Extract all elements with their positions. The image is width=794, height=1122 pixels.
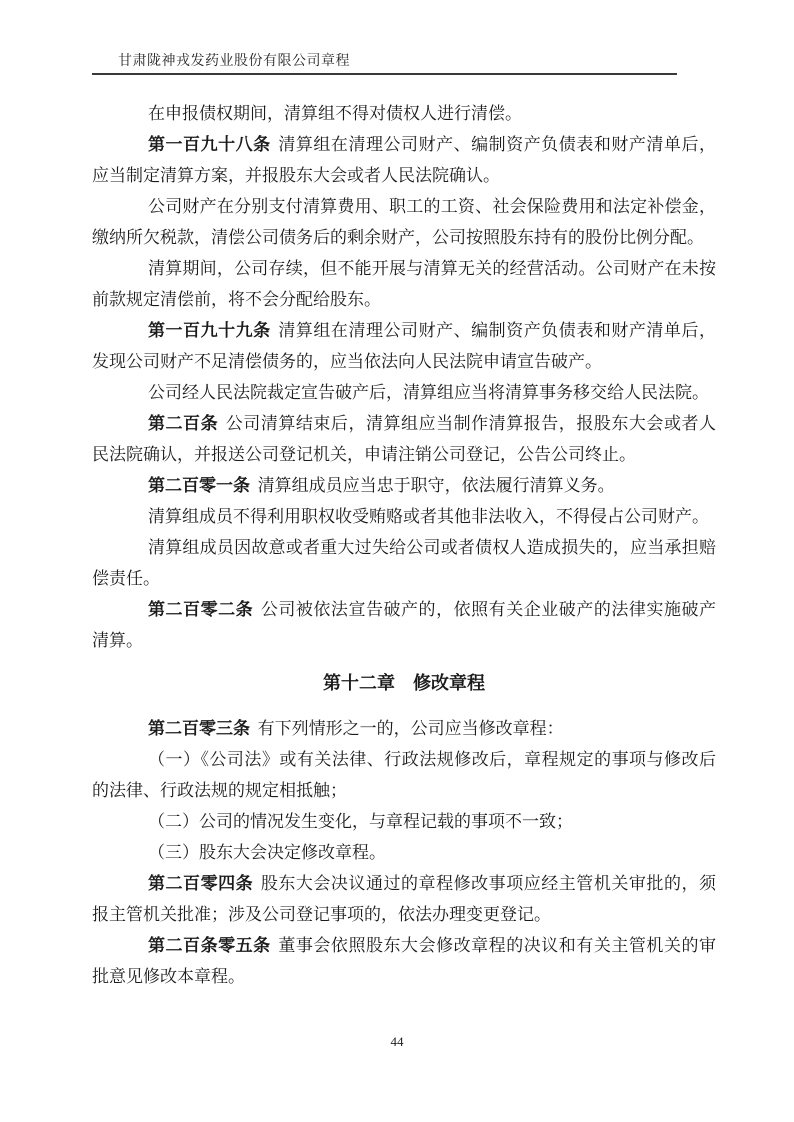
header-rule [92, 73, 677, 75]
paragraph [92, 744, 716, 806]
page-number: 44 [390, 1034, 404, 1049]
paragraph [92, 837, 716, 868]
article-number: 第二百条零五条 [148, 936, 271, 955]
paragraph-text: 股东大会决议通过的章程修改事项应经主管机关审批的，须报主管机关批准；涉及公司登记事项的，依法办理变更登记。 [92, 874, 717, 924]
paragraph-text: 公司经人民法院裁定宣告破产后，清算组应当将清算事务移交给人民法院。 [148, 383, 709, 402]
paragraph [92, 408, 716, 470]
paragraph-text: 在申报债权期间，清算组不得对债权人进行清偿。 [148, 104, 522, 123]
paragraph [92, 315, 716, 377]
article-number: 第二百零二条 [148, 600, 254, 619]
header-title: 甘肃陇神戎发药业股份有限公司章程 [118, 54, 350, 69]
paragraph-text: 董事会依照股东大会修改章程的决议和有关主管机关的审批意见修改本章程。 [92, 936, 717, 986]
paragraph [92, 806, 716, 837]
paragraph-text: 清算组在清理公司财产、编制资产负债表和财产清单后，发现公司财产不足清偿债务的，应当依法向人民法院申请宣告破产。 [92, 321, 717, 371]
paragraph-text: 公司清算结束后，清算组应当制作清算报告，报股东大会或者人民法院确认，并报送公司登记机关，申请注销公司登记，公告公司终止。 [92, 414, 717, 464]
paragraph-text: （三）股东大会决定修改章程。 [148, 843, 386, 862]
paragraph [92, 253, 716, 315]
paragraph [92, 594, 716, 656]
document-body [92, 98, 716, 992]
paragraph [92, 191, 716, 253]
paragraph-text: 清算组在清理公司财产、编制资产负债表和财产清单后，应当制定清算方案，并报股东大会或者人民法院确认。 [92, 135, 717, 185]
paragraph-text: 公司财产在分别支付清算费用、职工的工资、社会保险费用和法定补偿金，缴纳所欠税款，清偿公司债务后的剩余财产，公司按照股东持有的股份比例分配。 [92, 197, 716, 247]
paragraph [92, 930, 716, 992]
paragraph [92, 129, 716, 191]
paragraph [92, 377, 716, 408]
paragraph-text: 清算组成员不得利用职权收受贿赂或者其他非法收入，不得侵占公司财产。 [148, 507, 709, 526]
article-number: 第一百九十九条 [148, 321, 271, 340]
article-number: 第二百零三条 [148, 719, 250, 738]
paragraph [92, 98, 716, 129]
paragraph-text: 清算期间，公司存续，但不能开展与清算无关的经营活动。公司财产在未按前款规定清偿前，将不会分配给股东。 [92, 259, 716, 309]
chapter-heading [92, 668, 716, 699]
paragraph-text: 清算组成员因故意或者重大过失给公司或者债权人造成损失的，应当承担赔偿责任。 [92, 538, 716, 588]
paragraph-text: （一）《公司法》或有关法律、行政法规修改后，章程规定的事项与修改后的法律、行政法规的规定相抵触； [92, 750, 716, 800]
article-number: 第二百条 [148, 414, 219, 433]
article-number: 第二百零四条 [148, 874, 254, 893]
paragraph [92, 532, 716, 594]
article-number: 第一百九十八条 [148, 135, 271, 154]
paragraph-text: 有下列情形之一的，公司应当修改章程： [257, 719, 564, 738]
chapter-heading-text: 第十二章 修改章程 [323, 673, 485, 693]
paragraph-text: 清算组成员应当忠于职守，依法履行清算义务。 [257, 476, 615, 495]
article-number: 第二百零一条 [148, 476, 250, 495]
paragraph-text: （二）公司的情况发生变化，与章程记载的事项不一致； [148, 812, 573, 831]
paragraph [92, 470, 716, 501]
paragraph [92, 868, 716, 930]
paragraph-text: 公司被依法宣告破产的，依照有关企业破产的法律实施破产清算。 [92, 600, 717, 650]
paragraph [92, 713, 716, 744]
paragraph [92, 501, 716, 532]
